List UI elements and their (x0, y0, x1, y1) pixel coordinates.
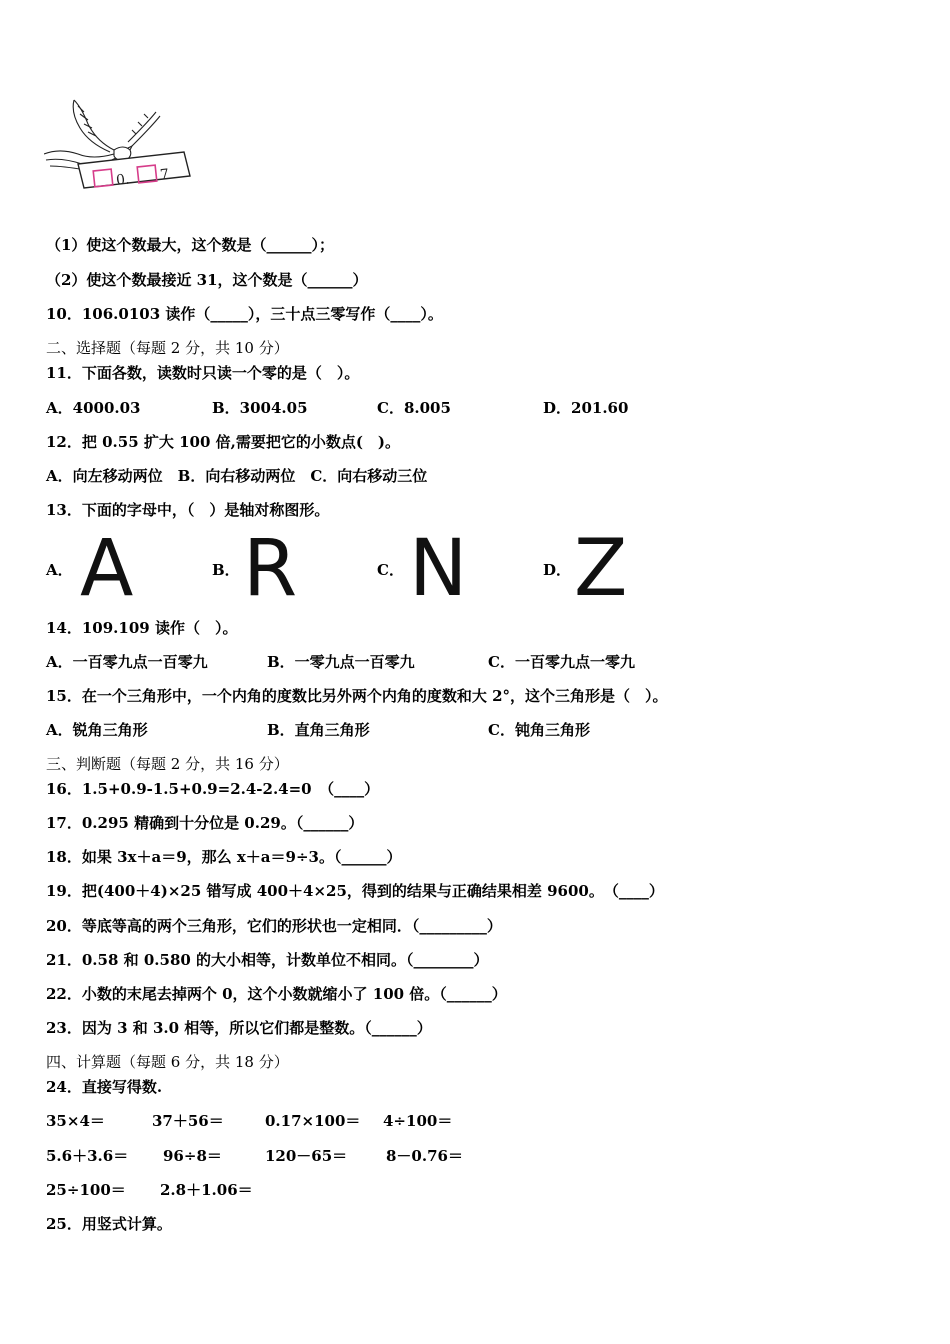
q16: 16．1.5+0.9-1.5+0.9=2.4-2.4=0 （____） (46, 780, 380, 798)
q13-letter-c: N (409, 524, 468, 614)
q13-label-b: B． (212, 561, 240, 579)
q13-letter-b: R (243, 524, 298, 614)
card-last-digit: 7 (159, 166, 170, 184)
q11-option-d: D．201.60 (543, 399, 629, 417)
calc-item: 35×4＝ (46, 1112, 105, 1130)
q14-option-a: A．一百零九点一百零九 (46, 653, 208, 671)
q12-stem: 12．把 0.55 扩大 100 倍,需要把它的小数点( )。 (46, 433, 401, 451)
bird-card-figure (44, 96, 194, 192)
q13-label-a: A． (46, 561, 73, 579)
q22: 22．小数的末尾去掉两个 0，这个小数就缩小了 100 倍。（______） (46, 985, 507, 1003)
card-middle-digit: 0. (115, 171, 131, 189)
q13-stem: 13．下面的字母中，（ ）是轴对称图形。 (46, 501, 330, 519)
q9-sub2: （2）使这个数最接近 31，这个数是（______） (46, 271, 368, 289)
q12-options: A．向左移动两位 B．向右移动两位 C．向右移动三位 (46, 467, 428, 485)
q25: 25．用竖式计算。 (46, 1215, 172, 1233)
calc-item: 2.8＋1.06＝ (160, 1181, 253, 1199)
calc-item: 25÷100＝ (46, 1181, 126, 1199)
q14-option-b: B．一零九点一百零九 (267, 653, 415, 671)
q13-label-d: D． (543, 561, 572, 579)
q20: 20．等底等高的两个三角形，它们的形状也一定相同．（_________） (46, 917, 502, 935)
calc-item: 0.17×100＝ (265, 1112, 361, 1130)
q13-letter-d: Z (574, 524, 628, 614)
q23: 23．因为 3 和 3.0 相等，所以它们都是整数。（______） (46, 1019, 432, 1037)
section-2-heading: 二、选择题（每题 2 分，共 10 分） (46, 339, 289, 357)
q24-stem: 24．直接写得数. (46, 1078, 163, 1096)
calc-item: 8－0.76＝ (386, 1147, 463, 1165)
calc-item: 5.6＋3.6＝ (46, 1147, 129, 1165)
calc-item: 96÷8＝ (163, 1147, 222, 1165)
q11-stem: 11．下面各数，读数时只读一个零的是（ ）。 (46, 364, 360, 382)
section-4-heading: 四、计算题（每题 6 分，共 18 分） (46, 1053, 289, 1071)
calc-item: 4÷100＝ (383, 1112, 453, 1130)
q9-sub1: （1）使这个数最大，这个数是（______）； (46, 236, 334, 254)
q21: 21．0.58 和 0.580 的大小相等，计数单位不相同。（________） (46, 951, 489, 969)
section-3-heading: 三、判断题（每题 2 分，共 16 分） (46, 755, 289, 773)
q15-stem: 15．在一个三角形中，一个内角的度数比另外两个内角的度数和大 2°，这个三角形是（ ）。 (46, 687, 668, 705)
q11-option-b: B．3004.05 (212, 399, 308, 417)
calc-item: 37＋56＝ (152, 1112, 224, 1130)
q18: 18．如果 3x＋a＝9，那么 x＋a＝9÷3。（______） (46, 848, 402, 866)
q15-option-b: B．直角三角形 (267, 721, 370, 739)
q17: 17．0.295 精确到十分位是 0.29。（______） (46, 814, 364, 832)
q11-option-c: C．8.005 (377, 399, 451, 417)
q13-label-c: C． (377, 561, 404, 579)
q13-letter-a: A (80, 524, 134, 614)
q14-option-c: C．一百零九点一零九 (488, 653, 635, 671)
calc-item: 120－65＝ (265, 1147, 348, 1165)
q14-stem: 14．109.109 读作（ ）。 (46, 619, 238, 637)
q15-option-a: A．锐角三角形 (46, 721, 148, 739)
q19: 19．把(400＋4)×25 错写成 400＋4×25，得到的结果与正确结果相差 9600。 （____） (46, 882, 664, 900)
q10: 10．106.0103 读作（_____），三十点三零写作（____）。 (46, 305, 443, 323)
q11-option-a: A．4000.03 (46, 399, 141, 417)
q15-option-c: C．钝角三角形 (488, 721, 590, 739)
